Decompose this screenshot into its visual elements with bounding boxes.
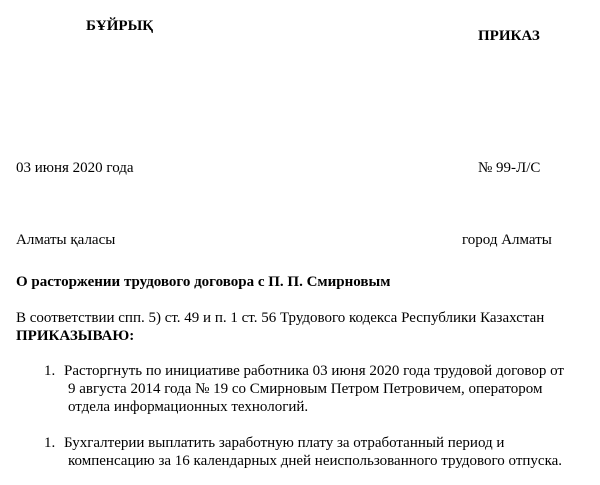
list-item-number: 1. <box>44 435 56 451</box>
list-item-line: 9 августа 2014 года № 19 со Смирновым Петром Петровичем, оператором <box>68 381 543 397</box>
list-item-line: компенсацию за 16 календарных дней неиспользованного трудового отпуска. <box>68 453 563 469</box>
order-basis: В соответствии спп. 5) ст. 49 и п. 1 ст. 56 Трудового кодекса Республики Казахстан <box>16 310 545 326</box>
place-rus: город Алматы <box>462 232 552 248</box>
order-date: 03 июня 2020 года <box>16 160 134 176</box>
kaz-title: БҰЙРЫҚ <box>86 18 154 34</box>
list-item-number: 1. <box>44 363 56 379</box>
list-item-line: отдела информационных технологий. <box>68 399 309 415</box>
order-number: № 99-Л/С <box>478 160 541 176</box>
order-subject: О расторжении трудового договора с П. П. Смирновым <box>16 274 391 290</box>
list-item-line: Расторгнуть по инициативе работника 03 июня 2020 года трудовой договор от <box>64 363 564 379</box>
rus-title: ПРИКАЗ <box>478 28 540 44</box>
list-item <box>44 434 594 470</box>
list-item <box>44 362 594 416</box>
place-kaz: Алматы қаласы <box>16 232 116 248</box>
list-item-line: Бухгалтерии выплатить заработную плату за отработанный период и <box>64 435 505 451</box>
order-word: ПРИКАЗЫВАЮ: <box>16 328 135 344</box>
